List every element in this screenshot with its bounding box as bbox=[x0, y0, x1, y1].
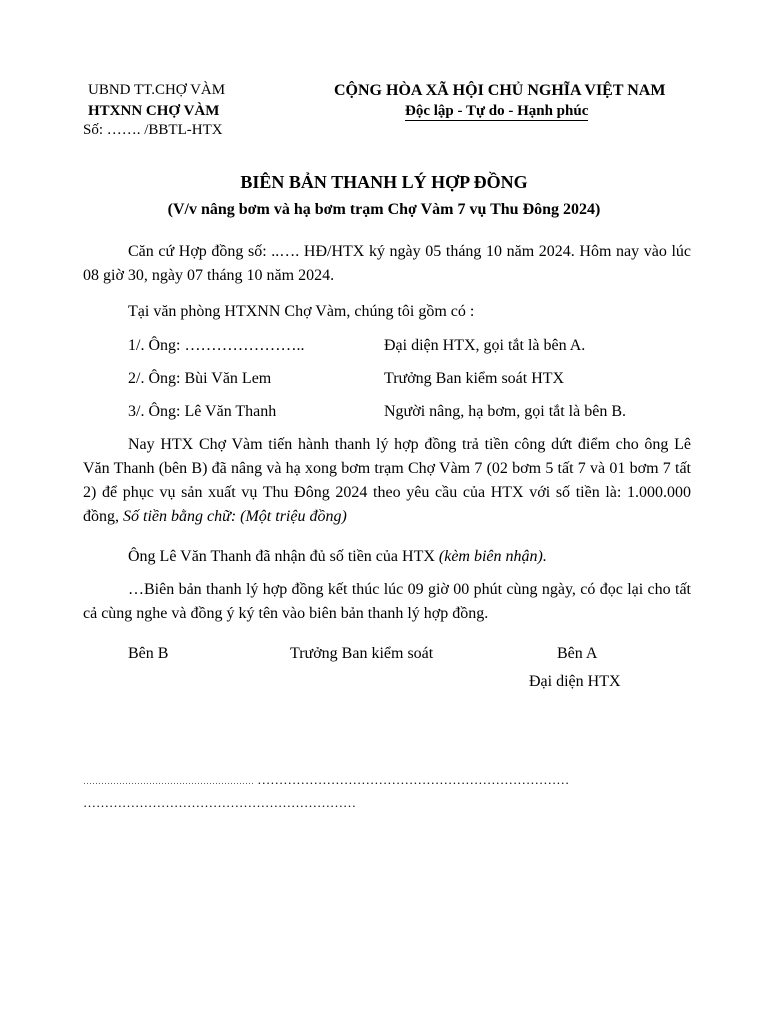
member-3-label: 3/. Ông: Lê Văn Thanh bbox=[128, 403, 277, 420]
org-top: UBND TT.CHỢ VÀM bbox=[88, 82, 226, 98]
footer-line-1 bbox=[83, 772, 569, 788]
member-3-role: Người nâng, hạ bơm, gọi tắt là bên B. bbox=[384, 403, 626, 420]
liquidation-text: Nay HTX Chợ Vàm tiến hành thanh lý hợp đồng trả tiền công dứt điểm cho ông Lê Văn Thanh (bên B) đã nâng và hạ xong bơm trạm Chợ Vàm 7 (02 bơm 5 tất 7 và 01 bơm 7 tất 2) để phục vụ sản xuất vụ Thu Đông 2024 theo yêu cầu của HTX với số tiền là: 1.000.000 đồng, bbox=[83, 436, 691, 525]
org-name: HTXNN CHỢ VÀM bbox=[88, 103, 220, 119]
document-title: BIÊN BẢN THANH LÝ HỢP ĐỒNG bbox=[240, 172, 528, 192]
member-2-label: 2/. Ông: Bùi Văn Lem bbox=[128, 370, 272, 387]
paragraph-liquidation bbox=[83, 433, 691, 529]
signature-party-a-role: Đại diện HTX bbox=[529, 673, 621, 690]
footer-line-1-fine: ………………………………………………… bbox=[83, 776, 254, 786]
motto-text: Độc lập - Tự do - Hạnh phúc bbox=[405, 103, 589, 119]
signature-supervisor: Trưởng Ban kiểm soát bbox=[290, 645, 434, 662]
paragraph-closing: …Biên bản thanh lý hợp đồng kết thúc lúc 09 giờ 00 phút cùng ngày, có đọc lại cho tất cả cùng nghe và đồng ý ký tên vào biên bản thanh lý hợp đồng. bbox=[83, 581, 691, 622]
amount-in-words: Số tiền bằng chữ: (Một triệu đồng) bbox=[123, 508, 347, 525]
member-1-role: Đại diện HTX, gọi tắt là bên A. bbox=[384, 337, 586, 354]
signature-party-b: Bên B bbox=[128, 645, 169, 662]
paragraph-location: Tại văn phòng HTXNN Chợ Vàm, chúng tôi gồm có : bbox=[128, 303, 475, 320]
paragraph-receipt bbox=[83, 545, 691, 569]
motto bbox=[405, 103, 588, 120]
doc-number: Số: ……. /BBTL-HTX bbox=[83, 122, 223, 138]
receipt-text: Ông Lê Văn Thanh đã nhận đủ số tiền của HTX bbox=[128, 548, 435, 565]
nation-title: CỘNG HÒA XÃ HỘI CHỦ NGHĨA VIỆT NAM bbox=[334, 82, 666, 99]
footer-line-1-main: ……………………………………………………………… bbox=[257, 772, 570, 787]
member-2-role: Trưởng Ban kiểm soát HTX bbox=[384, 370, 565, 387]
signature-party-a: Bên A bbox=[557, 645, 598, 662]
receipt-note: (kèm biên nhận). bbox=[438, 548, 547, 565]
member-1-label: 1/. Ông: ………………….. bbox=[128, 337, 305, 354]
document-subtitle: (V/v nâng bơm và hạ bơm trạm Chợ Vàm 7 vụ Thu Đông 2024) bbox=[167, 201, 601, 218]
footer-line-2: ……………………………………………………… bbox=[83, 795, 356, 810]
paragraph-contract-basis: Căn cứ Hợp đồng số: ..…. HĐ/HTX ký ngày 05 tháng 10 năm 2024. Hôm nay vào lúc 08 giờ 30, ngày 07 tháng 10 năm 2024. bbox=[83, 243, 691, 284]
